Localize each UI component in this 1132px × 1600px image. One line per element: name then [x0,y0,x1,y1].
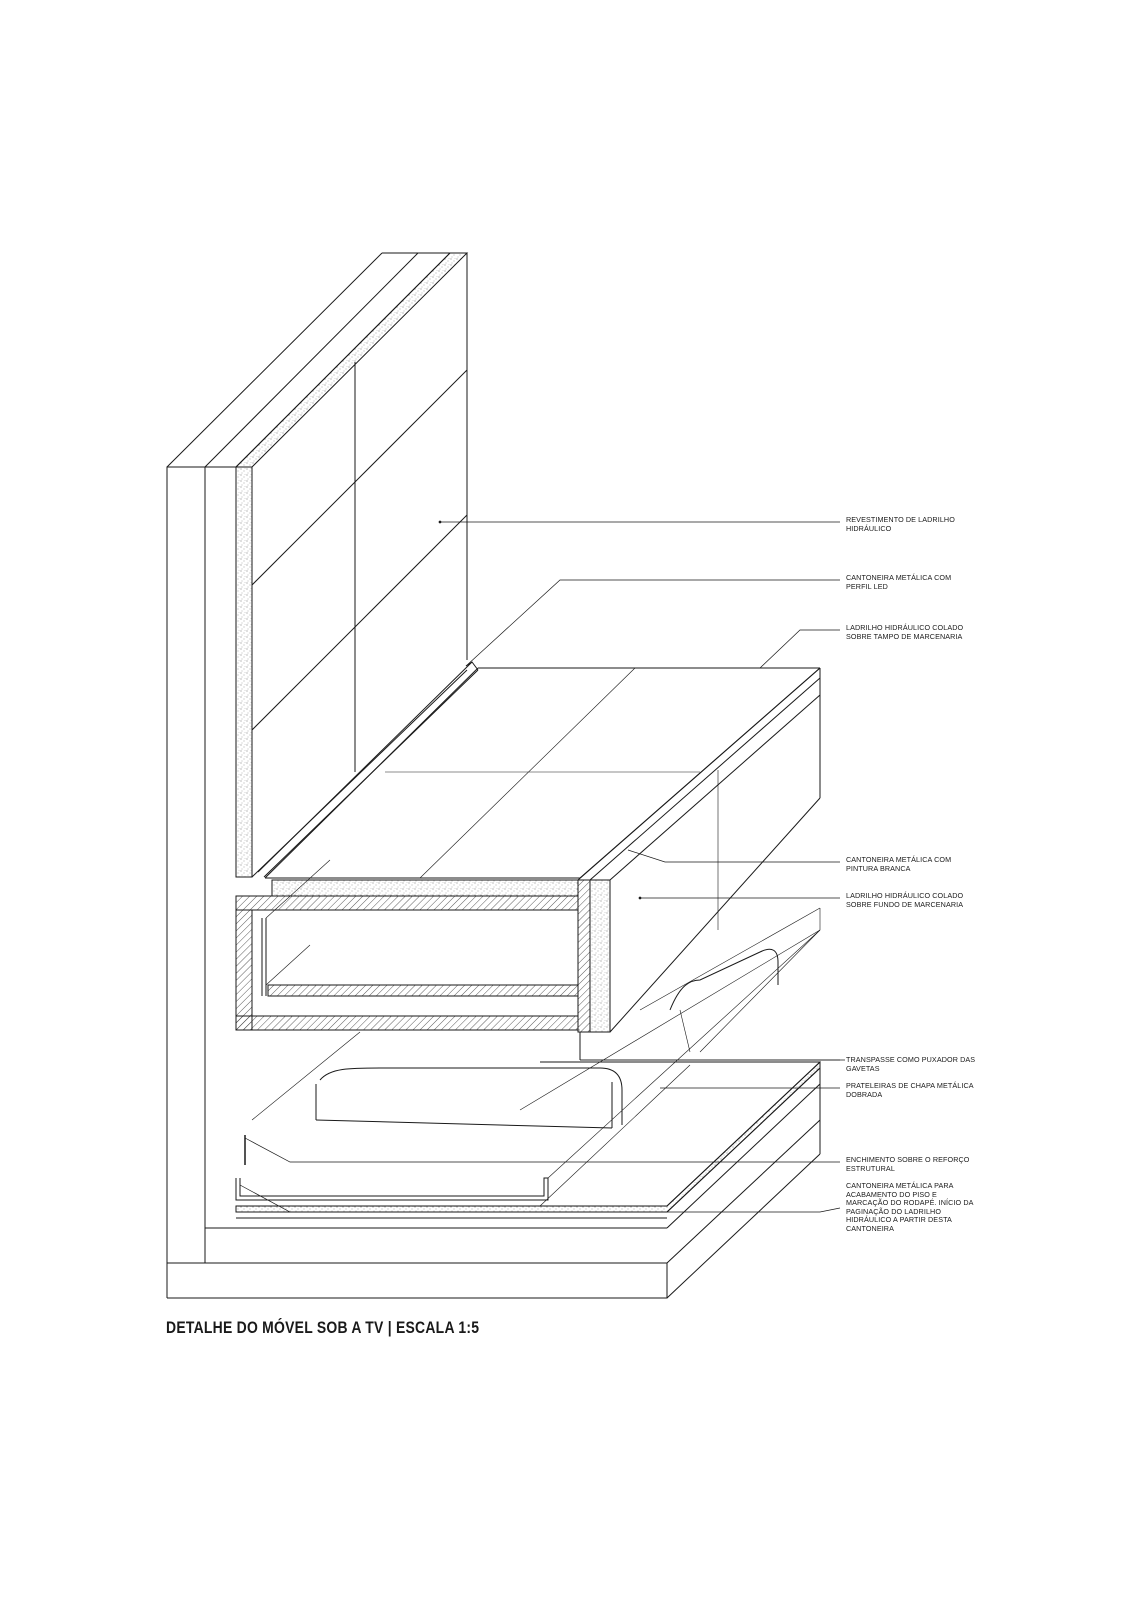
note-ladrilho-fundo: LADRILHO HIDRÁULICO COLADO SOBRE FUNDO DE MARCENARIA [846,891,964,909]
wall-mortar-layer [236,467,252,877]
leader-lines [240,521,840,1212]
metal-shelves [252,908,820,1178]
note-cantoneira-led: CANTONEIRA METÁLICA COM PERFIL LED [846,573,952,591]
note-revestimento-ladrilho: REVESTIMENTO DE LADRILHO HIDRÁULICO [846,515,955,533]
note-cantoneira-branca: CANTONEIRA METÁLICA COM PINTURA BRANCA [846,855,952,873]
top-tile-edge [272,880,578,896]
front-angle [578,880,590,1032]
note-transpasse-puxador: TRANSPASSE COMO PUXADOR DAS GAVETAS [846,1055,976,1073]
note-prateleiras: PRATELEIRAS DE CHAPA METÁLICA DOBRADA [846,1081,974,1099]
note-ladrilho-tampo: LADRILHO HIDRÁULICO COLADO SOBRE TAMPO DE MARCENARIA [846,623,964,641]
front-panel-tile [590,880,610,1032]
back-wall [167,253,478,1298]
note-enchimento: ENCHIMENTO SOBRE O REFORÇO ESTRUTURAL [846,1155,970,1173]
drawing-caption: DETALHE DO MÓVEL SOB A TV | ESCALA 1:5 [166,1318,480,1337]
floor-tile-layer [236,1062,820,1212]
sideboard [236,668,845,1060]
note-cantoneira-piso: CANTONEIRA METÁLICA PARA ACABAMENTO DO PISO E MARCAÇÃO DO RODAPÉ. INÍCIO DA PAGINAÇÃO DO LADRILHO HIDRÁULICO A PARTIR DESTA CANTONEIRA [846,1181,974,1233]
floor-slab [167,1062,820,1298]
